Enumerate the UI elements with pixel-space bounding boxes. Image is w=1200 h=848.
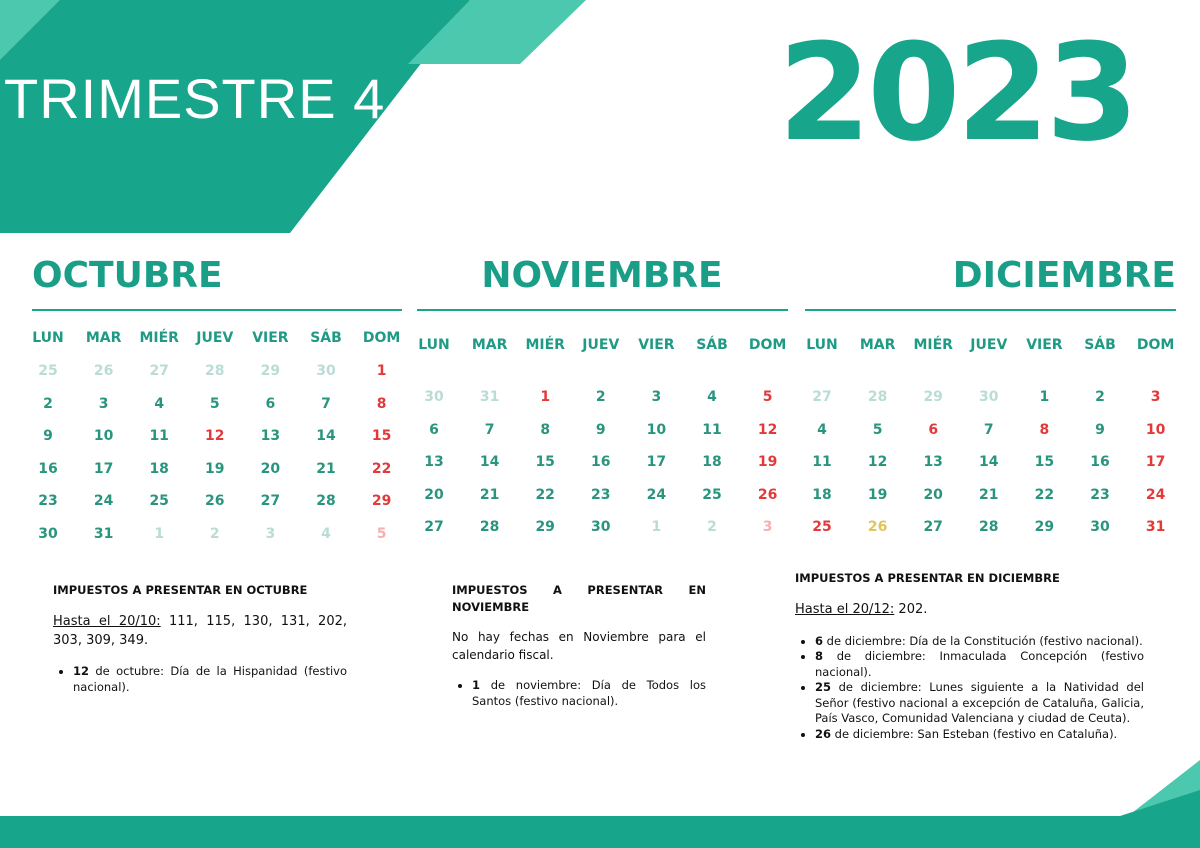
calendar-day: 5 xyxy=(376,526,387,542)
holiday-list xyxy=(53,664,347,695)
calendar-day: 11 xyxy=(702,421,722,438)
weekday-header: DOM xyxy=(362,330,401,346)
calendar-day: 6 xyxy=(928,421,939,438)
calendar-day: 26 xyxy=(93,363,114,379)
calendar-day: 10 xyxy=(1145,421,1166,438)
calendar-day: 20 xyxy=(260,460,281,477)
weekday-header: SÁB xyxy=(696,337,728,353)
weekday-header: VIER xyxy=(252,330,289,346)
weekday-header: LUN xyxy=(806,337,838,353)
calendar-day: 1 xyxy=(540,389,551,405)
list-item: • 8 de diciembre: Inmaculada Concepción (festivo nacional). xyxy=(815,649,1144,680)
calendar-day: 26 xyxy=(757,486,778,503)
calendar-day: 30 xyxy=(1090,519,1110,536)
weekday-header: JUEV xyxy=(196,330,234,346)
calendar-day: 7 xyxy=(983,421,994,438)
calendar-day: 5 xyxy=(872,421,883,438)
weekday-header: JUEV xyxy=(970,337,1008,353)
calendar-day: 4 xyxy=(817,421,827,438)
month-title: DICIEMBRE xyxy=(952,255,1176,296)
calendar-day: 2 xyxy=(707,519,717,536)
weekday-header: SÁB xyxy=(310,330,342,346)
calendar-day: 2 xyxy=(43,395,53,412)
calendar-day: 30 xyxy=(591,519,611,536)
calendar-day: 29 xyxy=(535,519,555,536)
weekday-header: SÁB xyxy=(1084,337,1116,353)
deadline-line xyxy=(53,613,347,651)
calendar-day: 2 xyxy=(1095,389,1105,405)
calendar-day: 18 xyxy=(812,486,832,503)
calendar-day: 12 xyxy=(205,428,225,445)
calendar-day: 13 xyxy=(923,454,943,471)
calendar-day: 28 xyxy=(316,493,336,510)
month-divider xyxy=(417,309,788,311)
year-title: 2023 xyxy=(778,15,1135,171)
calendar-day: 28 xyxy=(479,519,500,536)
notes-heading: IMPUESTOS A PRESENTAR EN NOVIEMBRE xyxy=(452,583,706,614)
calendar-day: 18 xyxy=(702,454,722,471)
calendar-day: 22 xyxy=(535,486,555,503)
weekday-header: MIÉR xyxy=(525,337,565,353)
calendar-day: 2 xyxy=(595,389,606,405)
calendar-day: 6 xyxy=(265,395,276,412)
calendar-day: 23 xyxy=(1090,486,1110,503)
notes-heading: IMPUESTOS A PRESENTAR EN DICIEMBRE xyxy=(795,571,1060,585)
deadline-models: 202. xyxy=(894,601,928,617)
calendar-day: 20 xyxy=(424,486,444,503)
list-item: • 25 de diciembre: Lunes siguiente a la Natividad del Señor (festivo nacional a excepción de Cataluña, Galicia, País Vasco, Comunidad Valenciana y ciudad de Ceuta). xyxy=(815,680,1144,727)
calendar-day: 5 xyxy=(762,389,773,405)
calendar-day: 17 xyxy=(646,454,667,471)
calendar-day: 27 xyxy=(149,363,169,379)
weekday-header: MIÉR xyxy=(913,337,953,353)
calendar-day: 26 xyxy=(867,519,888,536)
calendar-day: 22 xyxy=(371,460,392,477)
notes-text: No hay fechas en Noviembre para el calendario fiscal. xyxy=(452,630,706,662)
weekday-header: JUEV xyxy=(582,337,620,353)
calendar-day: 7 xyxy=(484,421,495,438)
calendar-day: 17 xyxy=(93,460,114,477)
calendar-day: 6 xyxy=(429,421,439,438)
calendar-day: 15 xyxy=(1034,454,1055,471)
notes-december xyxy=(795,570,1144,742)
calendar-day: 19 xyxy=(867,486,888,503)
weekday-header: VIER xyxy=(638,337,675,353)
calendar-day: 3 xyxy=(265,526,276,542)
calendar-day: 11 xyxy=(149,428,169,445)
calendar-day: 3 xyxy=(762,519,773,536)
weekday-header: MAR xyxy=(859,337,896,353)
calendar-day: 19 xyxy=(205,460,225,477)
calendar-day: 28 xyxy=(979,519,999,536)
calendar-day: 12 xyxy=(757,421,778,438)
calendar-day: 29 xyxy=(923,389,943,405)
deadline-label: Hasta el 20/12: xyxy=(795,601,895,617)
calendar-day: 30 xyxy=(38,526,58,542)
calendar-day: 9 xyxy=(595,421,606,438)
calendar-day: 20 xyxy=(923,486,943,503)
holiday-list xyxy=(452,678,706,709)
month-divider xyxy=(805,309,1176,311)
calendar-day: 31 xyxy=(1145,519,1166,536)
calendar-day: 3 xyxy=(98,395,109,412)
calendar-day: 26 xyxy=(205,493,225,510)
weekday-header: MAR xyxy=(471,337,508,353)
calendar-day: 13 xyxy=(260,428,281,445)
deadline-models: 111, 115, 130, 131, 202, 303, 309, 349. xyxy=(53,613,347,648)
calendar-day: 28 xyxy=(867,389,888,405)
holiday-list xyxy=(795,634,1144,743)
notes-heading: IMPUESTOS A PRESENTAR EN OCTUBRE xyxy=(53,583,308,597)
calendar-day: 27 xyxy=(812,389,832,405)
calendar-day: 23 xyxy=(591,486,611,503)
calendar-day: 14 xyxy=(316,428,336,445)
calendar-day: 3 xyxy=(1150,389,1161,405)
month-title: OCTUBRE xyxy=(32,255,223,296)
calendar-day: 14 xyxy=(979,454,999,471)
month-title: NOVIEMBRE xyxy=(481,255,723,296)
calendar-day: 21 xyxy=(479,486,500,503)
calendar-day: 23 xyxy=(38,493,58,510)
quarter-title: TRIMESTRE 4 xyxy=(4,67,386,130)
weekday-header: MIÉR xyxy=(139,330,179,346)
calendar-day: 31 xyxy=(479,389,500,405)
calendar-day: 3 xyxy=(651,389,662,405)
calendar-day: 30 xyxy=(424,389,444,405)
calendar-day: 24 xyxy=(93,493,114,510)
list-item: • 6 de diciembre: Día de la Constitución (festivo nacional). xyxy=(815,634,1144,650)
calendar-day: 25 xyxy=(702,486,722,503)
calendar-day: 27 xyxy=(424,519,444,536)
calendar-day: 17 xyxy=(1145,454,1166,471)
month-divider xyxy=(32,309,402,311)
notes-october xyxy=(53,582,347,695)
weekday-header: DOM xyxy=(1136,337,1175,353)
calendar-day: 15 xyxy=(371,428,392,445)
weekday-header: MAR xyxy=(85,330,122,346)
calendar-day: 10 xyxy=(93,428,114,445)
calendar-day: 4 xyxy=(154,395,165,412)
calendar-day: 4 xyxy=(707,389,717,405)
list-item: • 26 de diciembre: San Esteban (festivo en Cataluña). xyxy=(815,727,1144,743)
calendar-day: 29 xyxy=(1034,519,1055,536)
calendar-day: 16 xyxy=(38,460,58,477)
calendar-day: 29 xyxy=(371,493,392,510)
footer-bar xyxy=(0,816,1200,848)
calendar-day: 13 xyxy=(424,454,444,471)
deadline-label: Hasta el 20/10: xyxy=(53,613,161,629)
calendar-day: 8 xyxy=(376,395,387,412)
calendar-day: 1 xyxy=(154,526,165,542)
calendar-day: 12 xyxy=(867,454,888,471)
calendar-day: 30 xyxy=(979,389,999,405)
calendar-day: 21 xyxy=(979,486,999,503)
calendar-day: 10 xyxy=(646,421,667,438)
calendar-day: 1 xyxy=(1039,389,1050,405)
calendar-day: 21 xyxy=(316,460,336,477)
calendar-day: 19 xyxy=(757,454,778,471)
calendar-day: 18 xyxy=(149,460,169,477)
calendar-day: 4 xyxy=(321,526,331,542)
weekday-header: LUN xyxy=(32,330,64,346)
calendar-day: 24 xyxy=(1145,486,1166,503)
calendar-day: 5 xyxy=(209,395,220,412)
calendar-day: 16 xyxy=(1090,454,1110,471)
calendar-day: 29 xyxy=(260,363,281,379)
weekday-header: DOM xyxy=(748,337,787,353)
calendar-day: 15 xyxy=(535,454,555,471)
weekday-header: LUN xyxy=(418,337,450,353)
calendar-day: 25 xyxy=(812,519,832,536)
deadline-line xyxy=(795,601,1144,620)
calendar-day: 1 xyxy=(376,363,387,379)
calendar-day: 31 xyxy=(93,526,114,542)
calendar-day: 7 xyxy=(321,395,331,412)
calendar-day: 24 xyxy=(646,486,667,503)
calendar-day: 22 xyxy=(1034,486,1055,503)
calendar-day: 30 xyxy=(316,363,336,379)
calendar-day: 27 xyxy=(260,493,281,510)
calendar-day: 2 xyxy=(209,526,220,542)
list-item: • 1 de noviembre: Día de Todos los Santos (festivo nacional). xyxy=(472,678,706,709)
calendar-day: 9 xyxy=(1095,421,1105,438)
calendar-day: 25 xyxy=(149,493,169,510)
calendar-day: 1 xyxy=(651,519,662,536)
weekday-header: VIER xyxy=(1026,337,1063,353)
calendar-day: 27 xyxy=(923,519,943,536)
calendar-day: 9 xyxy=(43,428,53,445)
calendar-day: 14 xyxy=(479,454,500,471)
calendar-day: 8 xyxy=(1039,421,1050,438)
calendar-day: 8 xyxy=(540,421,551,438)
calendar-day: 28 xyxy=(205,363,225,379)
notes-november xyxy=(452,582,706,709)
calendar-day: 16 xyxy=(591,454,611,471)
calendar-day: 11 xyxy=(812,454,832,471)
list-item: • 12 de octubre: Día de la Hispanidad (festivo nacional). xyxy=(73,664,347,695)
calendar-day: 25 xyxy=(38,363,58,379)
